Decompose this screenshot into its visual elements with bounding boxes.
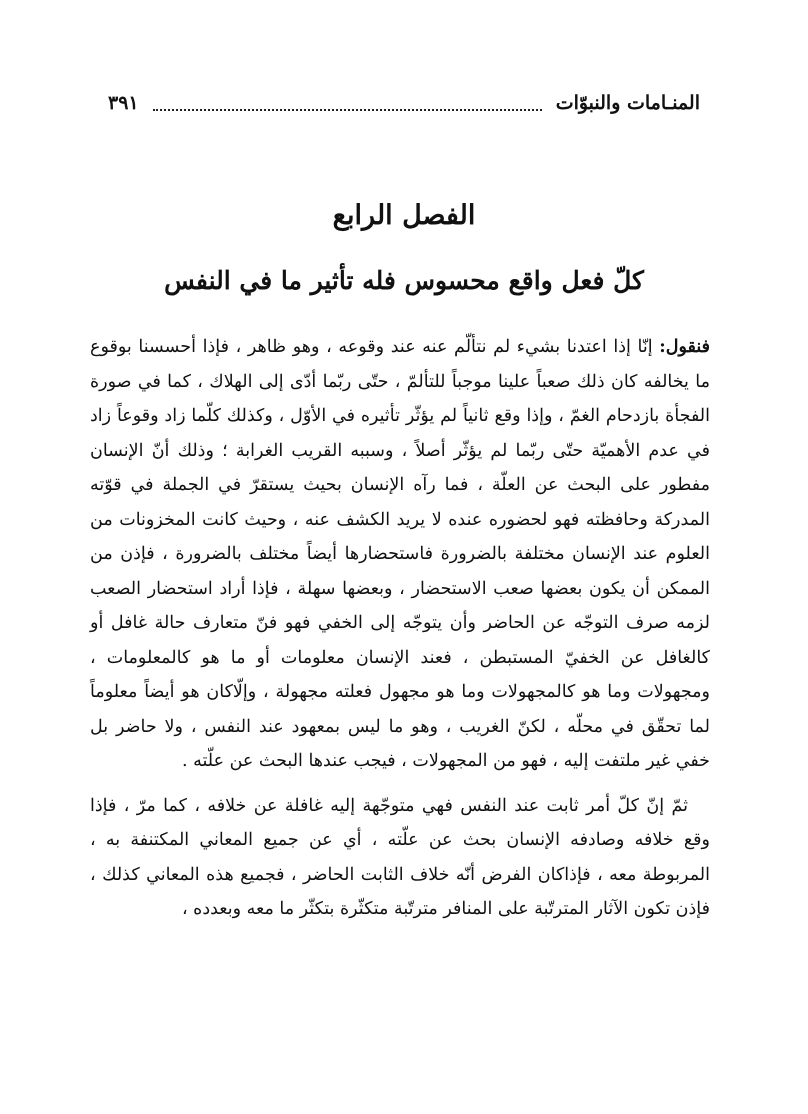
paragraph-2: ثمّ إنّ كلّ أمر ثابت عند النفس فهي متوجّهة إليه غافلة عن خلافه ، كما مرّ ، فإذا وقع خلافه وصادفه الإنسان بحث عن علّته ، أي عن جميع المعاني المكتنفة به ، المربوطة معه ، فإذاكان الفرض أنّه خلاف الثابت الحاضر ، فجميع هذه المعاني كذلك ، فإذن تكون الآثار المترتّبة على المنافر مترتّبة متكثّرة بتكثّر ما معه وبعدده ،	[90, 795, 710, 919]
paragraph-1	[90, 330, 710, 779]
running-header	[108, 88, 700, 118]
header-dot-leader	[153, 95, 542, 111]
paragraph-1-text: إنّا إذا اعتدنا بشيء لم نتألّم عنه عند وقوعه ، وهو ظاهر ، فإذا أحسسنا بوقوع ما يخالفه كان ذلك صعباً علينا موجباً للتألمّ ، حتّى ربّما أدّى إلى الهلاك ، كما في صورة الفجأة بازدحام الغمّ ، وإذا وقع ثانياً لم يؤثّر تأثيره في الأوّل ، وكذلك كلّما زاد وقوعاً زاد في عدم الأهميّة حتّى ربّما لم يؤثّر أصلاً ، وسببه القريب الغرابة ؛ وذلك أنّ الإنسان مفطور على البحث عن العلّة ، فما رآه الإنسان بحيث يستقرّ في الجملة في قوّته المدركة وحافظته فهو لحضوره عنده لا يريد الكشف عنه ، وحيث كانت المخزونات من العلوم عند الإنسان مختلفة بالضرورة فاستحضارها أيضاً مختلف بالضرورة ، فإذن من الممكن أن يكون بعضها صعب الاستحضار ، وبعضها سهلة ، فإذا أراد استحضار الصعب لزمه صرف التوجّه عن الحاضر وأن يتوجّه إلى الخفي فهو فنّ متعارف حالة غافل أو كالغافل عن الخفيّ المستبطن ، فعند الإنسان معلومات أو ما هو كالمعلومات ، ومجهولات وما هو كالمجهولات وما هو مجهول فعلته مجهولة ، وإلّاكان هو أيضاً معلوماً لما تحقّق في محلّه ، لكنّ الغريب ، وهو ما ليس بمعهود عند النفس ، ولا حاضر بل خفي غير ملتفت إليه ، فهو من المجهولات ، فيجب عندها البحث عن علّته .	[90, 337, 710, 771]
lead-word: فنقول:	[659, 337, 710, 357]
body-text	[90, 330, 710, 927]
running-header-title: المنـامات والنبوّات	[555, 92, 700, 114]
chapter-title: الفصل الرابع	[332, 200, 476, 231]
page-number: ٣٩١	[108, 92, 139, 114]
chapter-subtitle: كلّ فعل واقع محسوس فله تأثير ما في النفس	[164, 266, 644, 295]
